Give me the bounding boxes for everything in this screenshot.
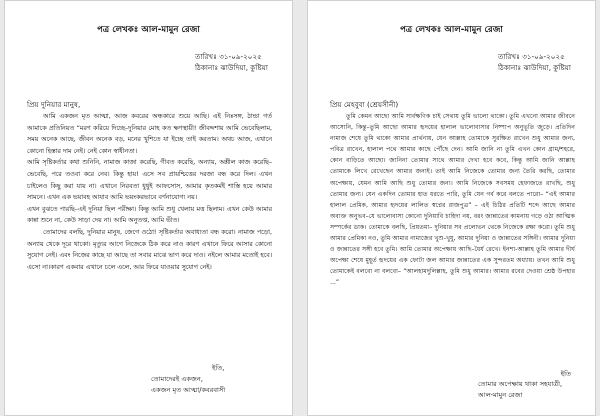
closing-word: ইতি	[560, 370, 571, 378]
letter-title: পত্র লেখকঃ আল-মামুন রেজা	[97, 25, 200, 35]
letter-salutation: প্রিয় দুনিয়ার মানুষ,	[27, 100, 81, 109]
letter-date: তারিখঃ ৩১-০৯-২০২৫	[497, 52, 565, 61]
letter-signature: একজন মৃত আত্মা/কবরবাসী	[151, 386, 226, 394]
letter-signature: আল-মামুন রেজা	[478, 391, 523, 399]
letter-closing	[212, 363, 224, 374]
letter-paragraph: আমি সৃষ্টিকর্তার কথা শুনিনি, নামাজ কাজা করেছি, গীবত করেছি, অন্যায়, অশ্লীল কাজ করেছি–ভেবেছি, পরে তওবা করে নেব। কিন্তু হায়! এসে সব প্রায়শ্চিত্তের দরজা বন্ধ করে দিল। এখন চাইলেও কিছু করা যায় না। এখানে নিরবতা ধুধুই আফসোস, আমার কৃতকর্মই শাস্তি হয়ে আমার সামনে। এখন এক ভয়াবহ আযাব আমি ভয়ংকরভাবে বর্ণনাযোগ্য নয়।	[27, 159, 272, 202]
letter-paragraph: তুমি কেমন আছো আমি সার্বক্ষণিক চাই সেথায় তুমি ভালো থাকো। তুমি এখনো আমার জীবনে আসোনি, কিন্তু–তুমি আছো আমার হৃদয়ের হালাল ভালোবাসার নিষ্পাপ অনুভূতি জুড়ে। প্রতিদিন নামাজ শেষে তুমি থাকো আমার প্রার্থনায়, যেন আল্লাহ তোমাকে সুরক্ষিত রাখেন শুধু আমার জন্য, পবিত্র রাখেন, হালাল পথে আমার কাছে পৌঁছে দেন। আমি জানি না তুমি এখন কোন গ্রাম/শহরে, কোন বাড়িতে আছো। জানিনা তোমার সাথে আমার দেখা হবে কবে, কিন্তু আমি জানি আল্লাহ তোমাকে লিখে রেখেছেন আমার জন্যই। তাই আমি নিজেকে তোমার জন্য তৈরি করছি, তোমার অপেক্ষায়, যেমন আমি আছি শুধু তোমার জন্য। আমি নিজেকে সবসময় হেফাজতে রাখছি, শুধু তোমার জন্য। যেন একদিন তোমার হাত ধরতে পারি, তুমি যেন গর্ব করে বলতে পারো– “এই আমার হালাল প্রেমিক, আমার হৃদয়ের লালিত স্বপ্নের রাজপুত্র” – এই চিঠির প্রতিটি শব্দে আছে আমার অব্যক্ত অনুভব–যে ভালোবাসা কোনো দুনিয়াবি চাহিদা নয়, বরং জান্নাতের কামনায় গড়ে ওঠা আত্মিক সম্পর্কের ডাক। তোমাকে বলছি, প্রিয়তমা– দুনিয়ার সব প্রলোভন থেকে নিজেকে রক্ষা করো। তুমি শুধু আমার প্রেমিকা নও, তুমি আমার নামাজের খুশু-খুযু, আমার দুনিয়া ও জান্নাতের সঙ্গিনী। আমার দুনিয়া ও জান্নাতের সঙ্গী হবে তুমি। আমি তোমার অপেক্ষায় আছি–ধৈর্য রেখে। ইনশা-আল্লাহ তুমি আমার দীর্ঘ অপেক্ষা শেষে মুহূর্ত হৃদয়ের এক ফোটা জল আমার জান্নাতের এক সুন্দরতম অধ্যায়। তখন আমি শুধু তোমাকেই বলবো না বলবো– “আলহামদুলিল্লাহ, তুমি শুধু আমার। আমার রবের দেওয়া শ্রেষ্ঠ উপহার ...”	[330, 113, 575, 287]
letter-address: ঠিকানাঃ ঝাউদিয়া, কুষ্টিয়া	[194, 63, 268, 72]
letter-title: পত্র লেখকঃ আল-মামুন রেজা	[400, 25, 503, 35]
letter-meta	[498, 51, 571, 73]
letter-closing-block	[151, 374, 225, 396]
letter-paragraph: আমি একজন মৃত আত্মা, আজ কবরের অন্ধকারে শুয়ে আছি। এই নিঃসঙ্গ, ঠান্ডা গর্ত আমাকে প্রতিনিয়ত “মরণ করিয়ে দিচ্ছে–দুনিয়ার মোহ কত ক্ষণস্থায়ী! জীবদ্দশায় আমি ভেবেছিলাম, সময় অনেক আছে, জীবন অনেক বড়, মনের খুশিতে যা ইচ্ছে তাই করতাম। অথচ আজ, এখানে কোনো হিস্তার দাম নেই। নেই কোন স্বাধীনতা।	[27, 113, 272, 155]
closing-word: ইতি,	[212, 364, 225, 372]
letter-date: তারিখঃ ৩১-০৯-২০২৫	[194, 52, 262, 61]
letter-body	[330, 111, 575, 289]
closing-line: তোমাদেরই একজন,	[151, 375, 203, 383]
letter-paragraph: এখন বুঝতে পারছি–এই দুনিয়া ছিল পরীক্ষা। কিন্তু আমি শুধু খেলায় মত্ত ছিলাম। এখন কেউ আমার কান্না শুনে না, কেউ সাড়া দেয় না। আমি অনুতপ্ত, আমি ভীত।	[27, 205, 272, 225]
letter-closing-block	[478, 379, 562, 401]
letter-page-right	[307, 0, 596, 416]
letter-meta	[195, 51, 268, 73]
closing-line: তোমার অপেক্ষায় থাকা সহযাত্রী,	[478, 380, 563, 388]
letter-page-left	[4, 0, 293, 416]
letter-body	[27, 111, 272, 273]
letter-closing	[561, 369, 571, 380]
letter-paragraph: তোমাদের বলছি, দুনিয়ার মানুষ, জেগে ওঠো! সৃষ্টিকর্তার অবাধ্যতা বন্ধ করো। নামাজ পড়ো, অন্যায় থেকে দূরে থাকো। মৃত্যুর আগে নিজেকে ঠিক করে নাও কারণ এখানে ফিরে আসার কোনো সুযোগ নেই। এবং নিজের কাছে যা আছে তা সবার মাঝে ভাগ করে দাও। নইলে আমার মতোই হবে। এসো না।কারণ একবার এখানে চলে এলে, আর ফিরে যাওয়ার সুযোগ নেই।	[27, 228, 272, 271]
letter-address: ঠিকানাঃ ঝাউদিয়া, কুষ্টিয়া	[497, 63, 571, 72]
letter-salutation: প্রিয় মেহবুবা (শ্রেয়সীনী)	[330, 100, 399, 109]
